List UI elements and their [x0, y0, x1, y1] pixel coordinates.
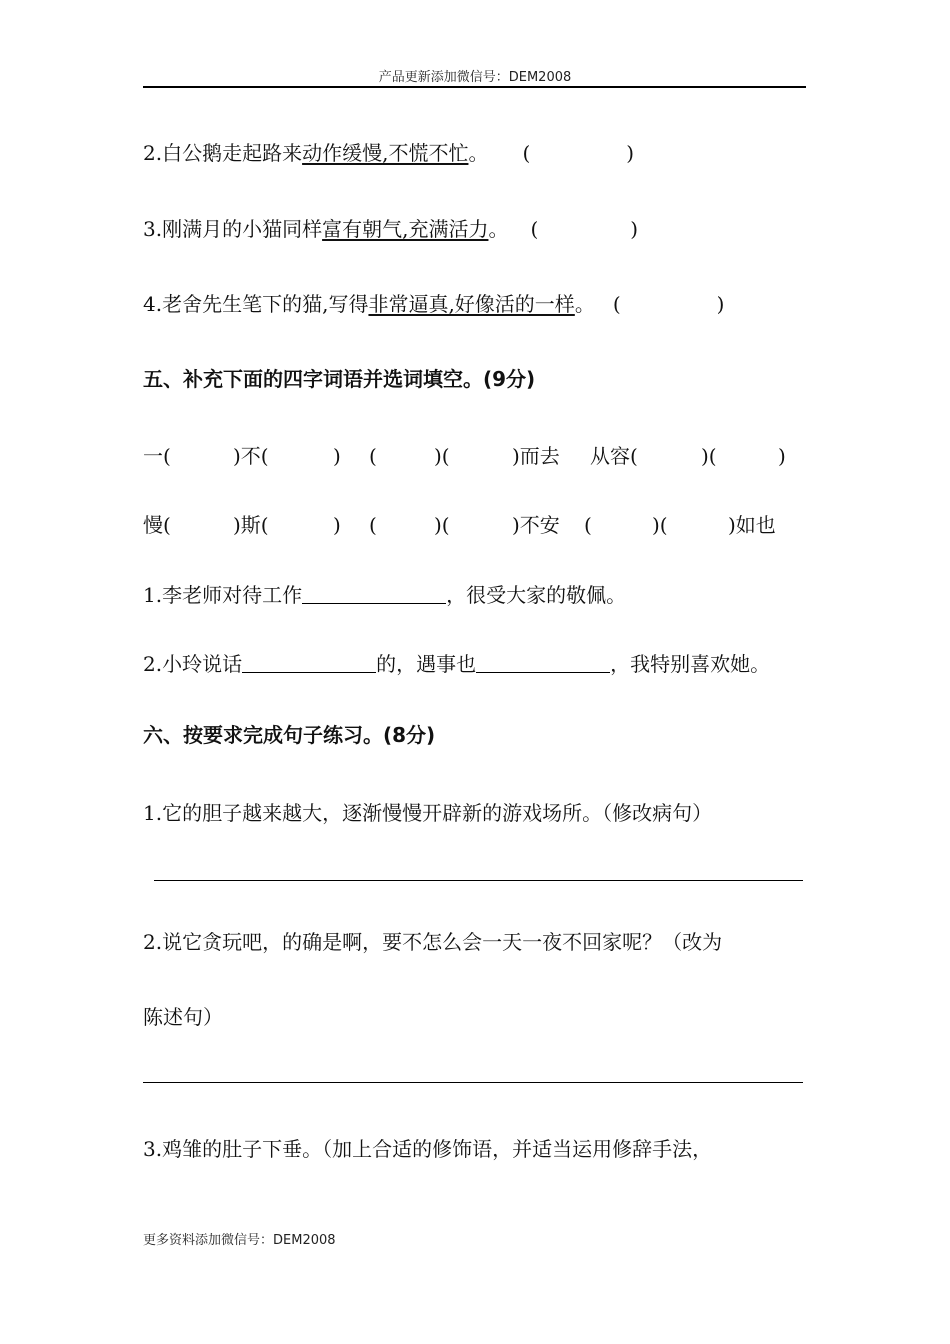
word-blank: )	[333, 513, 341, 537]
answer-paren-close: )	[716, 292, 725, 316]
underlined-phrase: 动作缓慢,不慌不忙	[302, 141, 469, 165]
word-blank: )	[333, 444, 341, 468]
item-text-after: 。	[468, 141, 489, 165]
word-blank: (	[369, 444, 377, 468]
answer-line[interactable]	[154, 880, 803, 881]
word-fill-row	[143, 440, 786, 469]
section-title: 五、补充下面的四字词语并选词填空。(9分)	[143, 367, 536, 391]
item-text-after: 。	[574, 292, 595, 316]
word-blank: )如也	[728, 513, 776, 537]
list-item	[143, 137, 634, 166]
fill-blank[interactable]	[302, 583, 446, 604]
sentence-start: 1.李老师对待工作	[143, 583, 303, 607]
word-blank: )斯(	[233, 513, 269, 537]
sentence-end: ，很受大家的敬佩。	[446, 583, 627, 607]
answer-paren-close: )	[626, 141, 635, 165]
word-blank: 从容(	[590, 444, 638, 468]
fill-sentence	[143, 648, 770, 677]
word-fill-row	[143, 509, 776, 538]
word-blank: )不安	[512, 513, 560, 537]
question-text: 2.说它贪玩吧，的确是啊，要不怎么会一天一夜不回家呢？（改为	[143, 930, 723, 954]
answer-line[interactable]	[143, 1082, 803, 1083]
question-text: 3.鸡雏的肚子下垂。（加上合适的修饰语，并适当运用修辞手法，	[143, 1137, 713, 1161]
page-header: 产品更新添加微信号：DEM2008	[378, 70, 572, 85]
answer-paren-open: (	[530, 217, 539, 241]
word-blank: )(	[434, 513, 450, 537]
item-text-before: 3.刚满月的小猫同样	[143, 217, 323, 241]
word-blank: 慢(	[143, 513, 171, 537]
sentence-start: 2.小玲说话	[143, 652, 243, 676]
section-title: 六、按要求完成句子练习。(8分)	[143, 723, 436, 747]
sentence-end: ，我特别喜欢她。	[610, 652, 771, 676]
header-rule	[143, 86, 806, 88]
word-blank: )	[778, 444, 786, 468]
item-text-after: 。	[488, 217, 509, 241]
sentence-middle: 的，遇事也	[376, 652, 477, 676]
word-blank: )(	[701, 444, 717, 468]
word-blank: )(	[434, 444, 450, 468]
word-blank: (	[369, 513, 377, 537]
list-item	[143, 213, 638, 242]
answer-paren-close: )	[630, 217, 639, 241]
underlined-phrase: 富有朝气,充满活力	[322, 217, 489, 241]
item-text-before: 2.白公鹅走起路来	[143, 141, 303, 165]
question-text-continued: 陈述句）	[143, 1005, 223, 1029]
answer-paren-open: (	[612, 292, 621, 316]
item-text-before: 4.老舍先生笔下的猫,写得	[143, 292, 369, 316]
underlined-phrase: 非常逼真,好像活的一样	[368, 292, 575, 316]
fill-sentence	[143, 579, 626, 608]
fill-blank[interactable]	[242, 652, 376, 673]
word-blank: )不(	[233, 444, 269, 468]
word-blank: )(	[652, 513, 668, 537]
word-blank: (	[584, 513, 592, 537]
page-footer: 更多资料添加微信号：DEM2008	[143, 1233, 336, 1248]
word-blank: )而去	[512, 444, 560, 468]
word-blank: 一(	[143, 444, 171, 468]
answer-paren-open: (	[522, 141, 531, 165]
fill-blank[interactable]	[476, 652, 610, 673]
question-text: 1.它的胆子越来越大，逐渐慢慢开辟新的游戏场所。（修改病句）	[143, 801, 713, 825]
list-item	[143, 288, 724, 317]
